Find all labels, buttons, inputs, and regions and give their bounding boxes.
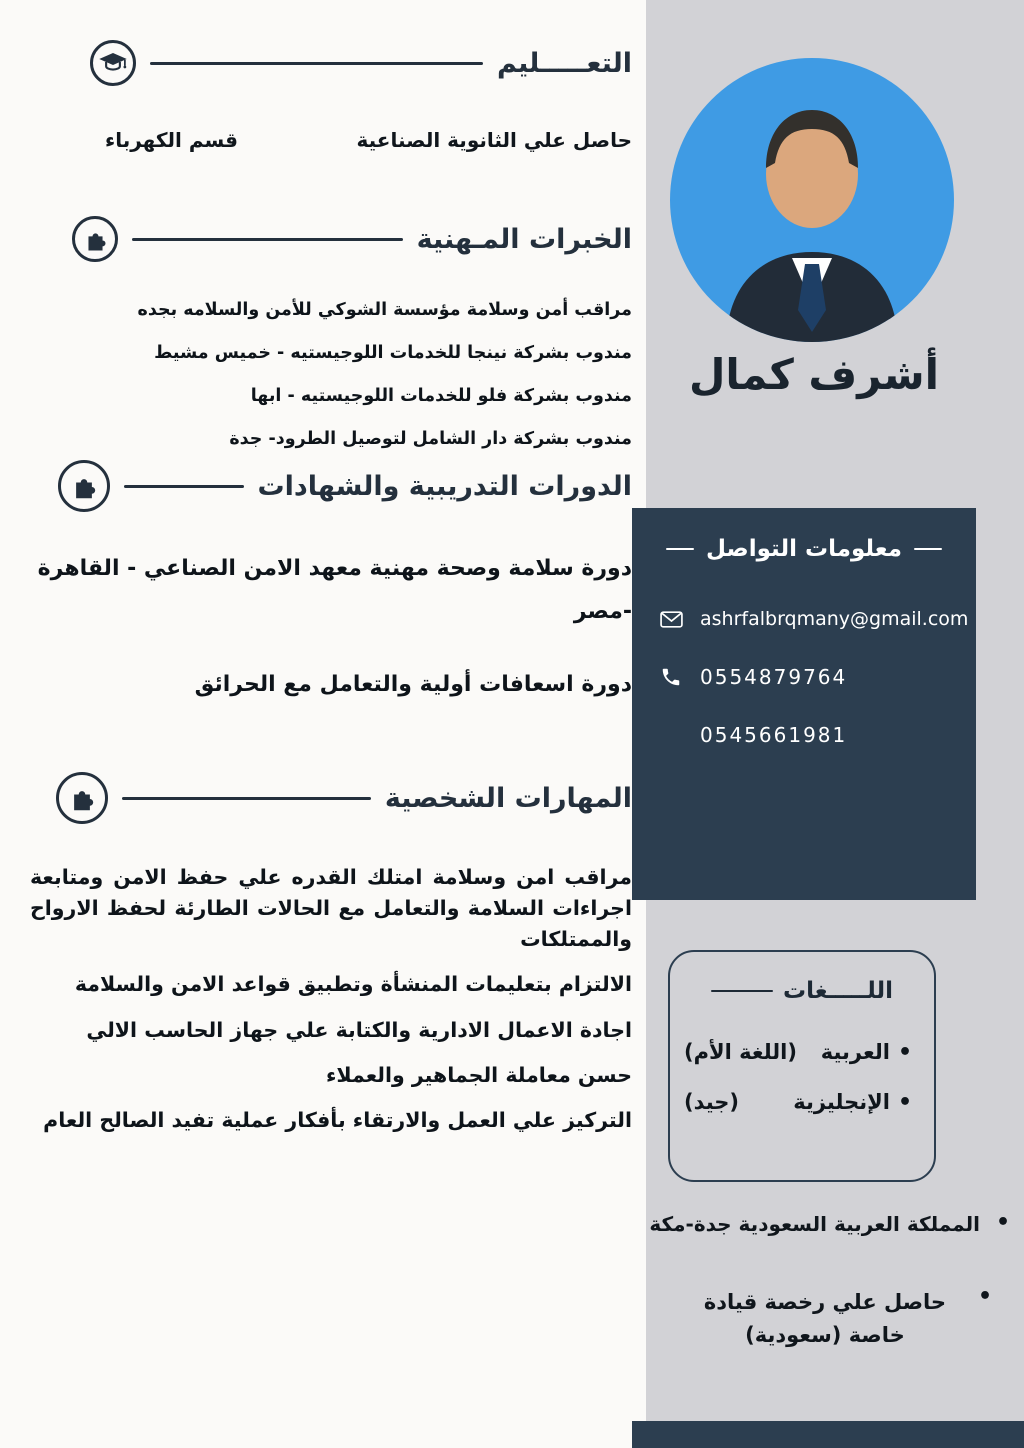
course-item: دورة سلامة وصحة مهنية معهد الامن الصناعي - القاهرة -مصر (37, 556, 632, 624)
contact-items (632, 606, 976, 748)
experience-title: الخبرات المـهنية (416, 223, 632, 255)
courses-title: الدورات التدريبية والشهادات (257, 470, 632, 502)
language-name: الإنجليزية (793, 1090, 890, 1114)
title-dash-right (914, 548, 942, 551)
language-item (684, 1040, 912, 1064)
skills-list (30, 862, 632, 1150)
education-header-line (150, 62, 483, 65)
experience-item: مندوب بشركة نينجا للخدمات اللوجيستيه - خميس مشيط (154, 343, 632, 363)
languages-title: اللـــــغات (783, 978, 893, 1004)
education-department: قسم الكهرباء (105, 128, 238, 152)
language-name-wrap (793, 1090, 912, 1114)
phone-row-2 (658, 722, 950, 748)
experience-list (60, 296, 632, 468)
phone-row-1 (658, 664, 950, 690)
experience-header (72, 216, 632, 262)
skill-item: التركيز علي العمل والارتقاء بأفكار عملية تفيد الصالح العام (43, 1107, 632, 1132)
languages-list (670, 1040, 934, 1114)
graduation-cap-icon (90, 40, 136, 86)
contact-title-row (632, 536, 976, 562)
bullet-icon: • (995, 1210, 1010, 1235)
bullet-icon: • (897, 1040, 912, 1065)
languages-card (668, 950, 936, 1182)
language-name-wrap (821, 1040, 912, 1064)
skill-item: الالتزام بتعليمات المنشأة وتطبيق قواعد الامن والسلامة (74, 972, 632, 997)
experience-item: مندوب بشركة دار الشامل لتوصيل الطرود- جدة (229, 429, 632, 449)
phone-number-2: 0545661981 (700, 723, 848, 747)
candidate-name: أشرف كمال (688, 350, 940, 399)
envelope-icon (658, 606, 684, 632)
language-level: (اللغة الأم) (684, 1040, 797, 1064)
license-item (660, 1286, 992, 1351)
language-item (684, 1090, 912, 1114)
skill-item: اجادة الاعمال الادارية والكتابة علي جهاز الحاسب الالي (86, 1017, 632, 1042)
skill-item: مراقب امن وسلامة امتلك القدره علي حفظ الامن ومتابعة اجراءات السلامة والتعامل مع الحالات الطارئة لحفظ الارواح والممتلكات (30, 865, 632, 952)
skills-title: المهارات الشخصية (384, 782, 632, 814)
experience-item: مراقب أمن وسلامة مؤسسة الشوكي للأمن والسلامه بجده (137, 300, 632, 320)
contact-card (632, 508, 976, 900)
courses-header (58, 460, 632, 512)
education-header (90, 40, 632, 86)
phone-icon (658, 664, 684, 690)
phone-number-1: 0554879764 (700, 665, 848, 689)
puzzle-icon (56, 772, 108, 824)
phone-icon-spacer (658, 722, 684, 748)
title-dash-left (666, 548, 694, 551)
profile-photo (670, 58, 954, 342)
license-text: حاصل علي رخصة قيادة خاصة (سعودية) (703, 1290, 947, 1347)
language-level: (جيد) (684, 1090, 740, 1114)
languages-title-line (711, 990, 773, 993)
education-degree: حاصل علي الثانوية الصناعية (356, 128, 632, 152)
education-title: التعـــــليم (496, 47, 632, 79)
language-name: العربية (820, 1040, 890, 1064)
footer-bar (632, 1421, 1024, 1448)
puzzle-icon (72, 216, 118, 262)
contact-title: معلومات التواصل (706, 536, 902, 562)
email-row (658, 606, 969, 632)
courses-header-line (124, 485, 244, 488)
skill-item: حسن معاملة الجماهير والعملاء (325, 1062, 632, 1087)
course-item: دورة اسعافات أولية والتعامل مع الحرائق (194, 672, 632, 697)
location-item (634, 1212, 1010, 1236)
puzzle-icon (58, 460, 110, 512)
person-silhouette (670, 58, 954, 342)
skills-header-line (122, 797, 371, 800)
languages-title-row (670, 978, 934, 1004)
bullet-icon: • (897, 1090, 912, 1115)
bullet-icon: • (977, 1284, 992, 1309)
experience-item: مندوب بشركة فلو للخدمات اللوجيستيه - ابها (250, 386, 632, 406)
email-text: ashrfalbrqmany@gmail.com (700, 608, 969, 630)
skills-header (56, 772, 632, 824)
location-text: المملكة العربية السعودية جدة-مكة (649, 1212, 980, 1236)
education-detail (105, 128, 632, 152)
experience-header-line (132, 238, 403, 241)
